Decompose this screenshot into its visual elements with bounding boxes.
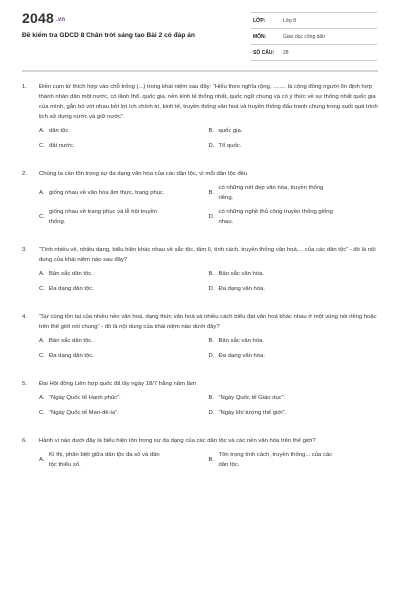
option-text: “Ngày Quốc tế Giáo dục”. <box>218 395 286 401</box>
option-text: Bản sắc văn hóa. <box>218 338 265 344</box>
option-text: có những nghề thủ công truyền thống giống nhau. <box>218 209 333 225</box>
option-text: quốc gia. <box>218 128 243 134</box>
options <box>22 270 378 299</box>
option-letter: A. <box>39 395 45 401</box>
option-a[interactable] <box>39 451 209 470</box>
question-text: Hành vi nào dưới đây là biểu hiện tôn trọng sự đa dạng của các dân tộc và các nền văn hóa trên thế giới? <box>39 438 316 444</box>
option-letter: B. <box>208 189 215 196</box>
document-title: Đề kiểm tra GDCD 8 Chân trời sáng tạo Bài 2 có đáp án <box>22 32 195 39</box>
question-text: Điền cụm từ thích hợp vào chỗ trống (...) trong khái niệm sau đây: “Hiểu theo nghĩa rộng, ........ là cộng đồng người ổn định hợp thành nhân dân một nước, có lãnh thổ, quốc gia, nền kinh tế thống nhất, quốc ngữ chung và có ý thức về sự thống nhất quốc gia của mình, gắn bó với nhau bởi lợi ích chính trị, kinh tế, truyền thống văn hoá và truyền thống đấu tranh chung trong suốt quá trình lịch sử dựng nước và giữ nước”. <box>39 84 378 120</box>
info-value: 28 <box>283 49 289 56</box>
question-6 <box>22 436 378 475</box>
option-letter: B. <box>208 128 215 134</box>
option-letter: D. <box>208 352 215 359</box>
option-letter: A. <box>39 338 45 344</box>
options <box>22 127 378 156</box>
option-text: “Ngày Quốc tế Hạnh phúc”. <box>49 395 121 401</box>
logo-suffix: .vn <box>55 17 66 23</box>
option-c[interactable] <box>39 352 209 362</box>
option-text: giống nhau về trang phục và lễ hội truyền thống. <box>49 209 158 225</box>
option-text: “Ngày Quốc tế Man-đê-la”. <box>49 409 119 416</box>
option-d[interactable] <box>209 409 379 419</box>
option-text: đất nước. <box>49 142 75 149</box>
question-1 <box>22 82 378 156</box>
info-value: Lớp 8 <box>283 17 297 24</box>
option-text: Đa dạng dân tộc. <box>49 352 94 359</box>
option-c[interactable] <box>39 142 209 152</box>
site-logo[interactable] <box>22 10 65 26</box>
option-letter: D. <box>208 285 215 292</box>
option-letter: D. <box>208 213 215 220</box>
option-letter: C. <box>39 213 45 220</box>
option-letter: D. <box>208 142 215 149</box>
options <box>22 394 378 423</box>
option-b[interactable] <box>209 451 379 470</box>
options <box>22 451 378 475</box>
option-letter: A. <box>39 128 45 134</box>
option-text: Tổ quốc. <box>218 142 242 149</box>
info-row-class <box>251 12 377 29</box>
option-d[interactable] <box>209 285 379 295</box>
option-letter: D. <box>208 409 215 416</box>
option-text: giống nhau về văn hóa ẩm thực, trang phục. <box>49 189 165 196</box>
question-number: 3. <box>22 247 27 253</box>
option-text: có những nét đẹp văn hóa, truyền thống riêng. <box>218 185 324 201</box>
question-text: Chúng ta cần tôn trọng sự đa dạng văn hóa của các dân tộc, vì mỗi dân tộc đều <box>39 171 248 177</box>
option-b[interactable] <box>209 394 379 404</box>
info-row-subject <box>251 29 377 45</box>
question-text: Đại Hội đồng Liên hợp quốc đã lấy ngày 18/7 hằng năm làm <box>39 381 197 387</box>
question-4 <box>22 312 378 366</box>
option-c[interactable] <box>39 285 209 295</box>
question-header <box>22 436 378 446</box>
option-letter: C. <box>39 352 45 359</box>
question-header <box>22 245 378 265</box>
question-text: “Tính nhiều vẻ, nhiều dạng, biểu hiện khác nhau về sắc tộc, tâm lí, tính cách, truyền thống văn hoá,... của các dân tộc” - đó là nội dung của khái niệm nào sau đây? <box>39 247 376 263</box>
question-list <box>22 82 378 488</box>
question-number: 4. <box>22 314 27 320</box>
page-header <box>0 0 400 62</box>
option-letter: A. <box>39 456 45 463</box>
options <box>22 337 378 366</box>
question-2 <box>22 169 378 232</box>
option-text: Đa dạng dân tộc. <box>49 285 94 292</box>
option-text: Kì thị, phân biệt giữa dân tộc đa số và dân tộc thiểu số. <box>49 452 160 468</box>
info-row-count <box>251 45 377 61</box>
question-number: 5. <box>22 381 27 387</box>
option-a[interactable] <box>39 337 209 347</box>
option-b[interactable] <box>209 337 379 347</box>
options <box>22 184 378 232</box>
option-d[interactable] <box>209 208 379 227</box>
option-d[interactable] <box>209 142 379 152</box>
question-header <box>22 379 378 389</box>
option-letter: C. <box>39 285 45 292</box>
option-letter: B. <box>208 395 215 401</box>
option-c[interactable] <box>39 409 209 419</box>
info-value: Giáo dục công dân <box>283 33 325 40</box>
option-letter: A. <box>39 271 45 277</box>
option-text: “Ngày khí tượng thế giới”. <box>218 409 287 416</box>
option-letter: C. <box>39 142 45 149</box>
option-letter: A. <box>39 189 45 196</box>
question-3 <box>22 245 378 299</box>
option-d[interactable] <box>209 352 379 362</box>
option-b[interactable] <box>209 184 379 203</box>
option-text: Tôn trọng tính cách, truyền thống... của các dân tộc. <box>218 452 333 468</box>
option-letter: B. <box>208 338 215 344</box>
question-number: 6. <box>22 438 27 444</box>
option-c[interactable] <box>39 208 209 227</box>
option-text: Đa dạng văn hóa. <box>218 285 266 292</box>
question-header <box>22 82 378 122</box>
question-header <box>22 169 378 179</box>
question-5 <box>22 379 378 423</box>
question-text: “Sự cùng tồn tại của nhiều nền văn hoá, dạng thức văn hoá và nhiều cách biểu đạt văn hoá khác nhau ở một vùng nói riêng hoặc trên thế giới nói chung” - đó là nội dung của khái niệm nào dưới đây? <box>39 314 377 330</box>
option-text: dân tộc. <box>49 128 70 134</box>
option-letter: B. <box>208 456 215 463</box>
question-number: 1. <box>22 84 27 90</box>
option-text: Bản sắc văn hóa. <box>218 271 265 277</box>
option-a[interactable] <box>39 127 209 137</box>
option-letter: C. <box>39 409 45 416</box>
option-letter: B. <box>208 271 215 277</box>
info-key: SỐ CÂU: <box>253 49 275 56</box>
info-key: MÔN: <box>253 33 267 40</box>
option-a[interactable] <box>39 270 209 280</box>
header-divider <box>22 70 378 72</box>
option-b[interactable] <box>209 270 379 280</box>
info-table <box>251 12 377 61</box>
option-a[interactable] <box>39 184 209 203</box>
option-b[interactable] <box>209 127 379 137</box>
logo-text: 2048 <box>22 10 54 26</box>
info-key: LỚP: <box>253 17 266 24</box>
question-header <box>22 312 378 332</box>
option-text: Bản sắc dân tộc. <box>49 338 93 344</box>
option-a[interactable] <box>39 394 209 404</box>
option-text: Bản sắc dân tộc. <box>49 271 93 277</box>
question-number: 2. <box>22 171 27 177</box>
option-text: Đa dạng văn hóa. <box>218 352 266 359</box>
